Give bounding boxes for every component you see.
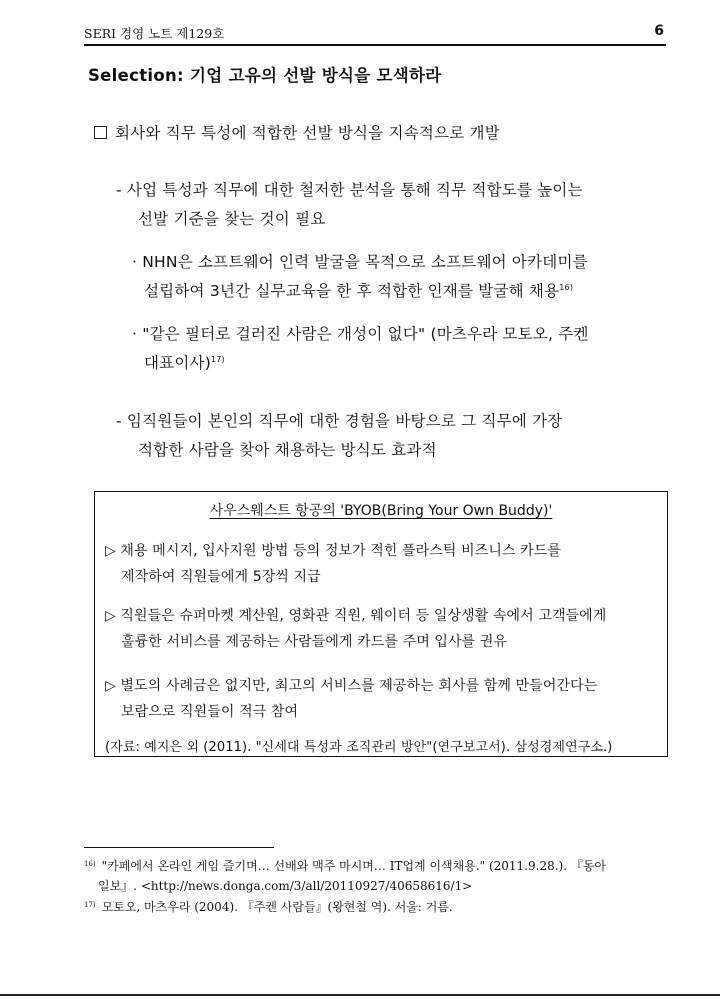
box-source: (자료: 예지은 외 (2011). "신세대 특성과 조직관리 방안"(연구보고서). 삼성경제연구소.) — [105, 740, 613, 755]
case-box — [94, 491, 668, 757]
footnote-16-mark: 16) — [84, 860, 96, 868]
box-item-1-line1: ▷ 채용 메시지, 입사지원 방법 등의 정보가 적힌 플라스틱 비즈니스 카드를 — [105, 543, 562, 559]
sub2-line2-text: 대표이사) — [144, 354, 211, 372]
sub1-line2 — [144, 279, 573, 301]
box-item-1-line2: 제작하여 직원들에게 5장씩 지급 — [121, 569, 321, 585]
header-title: SERI 경영 노트 제129호 — [84, 26, 225, 41]
page-header — [84, 24, 664, 44]
box-title-text: 사우스웨스트 항공의 'BYOB(Bring Your Own Buddy)' — [209, 503, 553, 519]
footnote-16-line2[interactable]: 일보』. <http://news.donga.com/3/all/20110927/40658616/1> — [98, 879, 473, 893]
box-item-3-line1: ▷ 별도의 사례금은 없지만, 최고의 서비스를 제공하는 회사를 함께 만들어간다는 — [105, 678, 598, 694]
sub2-line1: · "같은 필터로 걸러진 사람은 개성이 없다" (마츠우라 모토오, 주켄 — [132, 325, 589, 343]
bottom-rule — [0, 994, 720, 996]
box-item-3-line2: 보람으로 직원들이 적극 참여 — [121, 704, 299, 720]
footnote-16-line1 — [84, 857, 606, 874]
box-title — [95, 500, 667, 520]
footnote-ref-16[interactable]: 16) — [559, 283, 574, 292]
point2-line1: - 임직원들이 본인의 직무에 대한 경험을 바탕으로 그 직무에 가장 — [116, 412, 563, 430]
footnote-ref-17[interactable]: 17) — [210, 355, 225, 364]
point1-line2: 선발 기준을 찾는 것이 필요 — [138, 210, 326, 228]
section-title: Selection: 기업 고유의 선발 방식을 모색하라 — [88, 66, 442, 85]
point1-line1: - 사업 특성과 직무에 대한 철저한 분석을 통해 직무 적합도를 높이는 — [116, 181, 583, 199]
sub1-line1: · NHN은 소프트웨어 인력 발굴을 목적으로 소프트웨어 아카데미를 — [132, 253, 588, 271]
header-rule — [84, 44, 666, 46]
sub2-line2 — [144, 351, 225, 373]
box-item-2-line1: ▷ 직원들은 슈퍼마켓 계산원, 영화관 직원, 웨이터 등 일상생활 속에서 고객들에게 — [105, 608, 607, 624]
box-item-2-line2: 훌륭한 서비스를 제공하는 사람들에게 카드를 주며 입사를 권유 — [121, 634, 508, 650]
sub1-line2-text: 설립하여 3년간 실무교육을 한 후 적합한 인재를 발굴해 채용 — [144, 282, 560, 300]
footnote-17-line1 — [84, 898, 453, 915]
footnote-16-text: "카페에서 온라인 게임 즐기며… 선배와 맥주 마시며… IT업계 이색채용." (2011.9.28.). 『동아 — [101, 859, 607, 873]
page-number: 6 — [654, 23, 664, 39]
point2-line2: 적합한 사람을 찾아 채용하는 방식도 효과적 — [138, 441, 437, 459]
footnote-17-text: 모토오, 마츠우라 (2004). 『주켄 사람들』(왕현철 역). 서울: 거름. — [101, 900, 453, 914]
main-point-text: 회사와 직무 특성에 적합한 선발 방식을 지속적으로 개발 — [115, 124, 500, 142]
main-point — [94, 121, 500, 143]
footnote-rule — [84, 847, 274, 848]
footnote-17-mark: 17) — [84, 901, 96, 909]
checkbox-bullet-icon — [94, 126, 107, 139]
